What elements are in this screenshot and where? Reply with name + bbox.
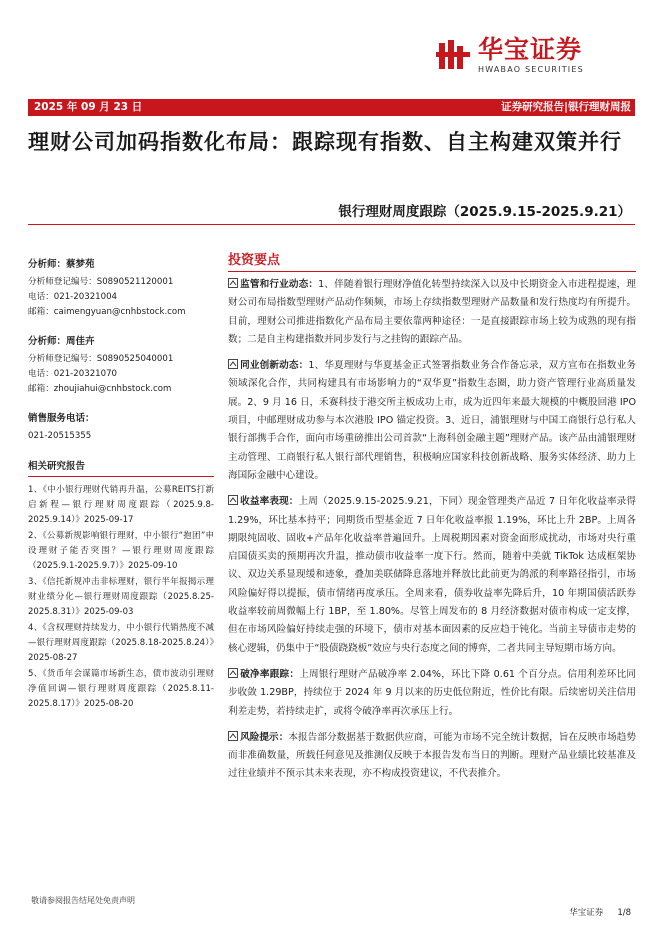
report-date: 2025 年 09 月 23 日 — [34, 101, 143, 113]
related-report-item[interactable]: 2、《公募新规影响银行理财，中小银行“抱团”申设理财子能否突围？—银行理财周度跟踪（2025.9.1-2025.9.7）》2025-09-10 — [28, 531, 214, 571]
sales-block — [28, 411, 214, 444]
section-heading: 监管和行业动态： — [240, 279, 319, 290]
section-innovation — [228, 357, 636, 485]
section-body: 本报告部分数据基于数据供应商，可能为市场不完全统计数据，旨在反映市场趋势而非准确数量，所载任何意见及推测仅反映于本报告发布当日的判断。理财产品业绩比较基准及过往业绩并不预示其未来表现，亦不构成投资建议，不代表推介。 — [228, 731, 637, 780]
analyst-reg: 分析师登记编号：S0890521120001 — [28, 277, 174, 287]
section-body: 1、华夏理财与华夏基金正式签署指数业务合作备忘录，双方宣布在指数业务领域深化合作，共同构建具有市场影响力的“双华夏”指数生态圈，助力资产管理行业高质量发展。2、9 月 16 日，禾赛科技于港交所主板成功上市，成为近四年来最大规模的中概股回港 IPO 项目，中邮理财成功参与本次港股 IPO 锚定投资。3、近日，浦银理财与中国工商银行总行私人银行部携手合作，面向市场重磅推出公司首款“上海科创金融主题”理财产品。该产品由浦银理财主动管理、工商银行私人银行部代理销售，积极响应国家科技创新战略、服务实体经济、助力上海国际金融中心建设。 — [228, 360, 636, 481]
section-heading: 风险提示： — [240, 731, 289, 743]
related-research-title: 相关研究报告 — [28, 459, 214, 477]
logo-english-name: HWABAO SECURITIES — [478, 65, 584, 74]
analyst-name: 分析师：周佳卉 — [28, 336, 95, 347]
related-report-item[interactable]: 3、《信托新规冲击非标理财，银行半年报揭示理财业绩分化—银行理财周度跟踪（2025.8.25-2025.8.31）》2025-09-03 — [28, 577, 214, 617]
page-number: 1/8 — [617, 908, 631, 918]
bullet-icon — [228, 668, 238, 678]
related-research-list — [28, 483, 214, 712]
analyst-name: 分析师：蔡梦苑 — [28, 259, 95, 270]
bullet-icon — [228, 495, 238, 505]
related-report-item[interactable]: 4、《含权理财持续发力，中小银行代销热度不减—银行理财周度跟踪（2025.8.18-2025.8.24）》2025-08-27 — [28, 623, 214, 663]
section-risk — [228, 729, 636, 784]
section-breakeven — [228, 666, 636, 721]
report-subtitle: 银行理财周度跟踪（2025.9.15-2025.9.21） — [338, 204, 631, 220]
section-heading: 收益率表现： — [240, 496, 299, 508]
analyst-email[interactable]: 邮箱：zhoujiahui@cnhbstock.com — [28, 384, 172, 394]
investment-summary — [228, 249, 636, 784]
footer-brand: 华宝证券 — [569, 908, 604, 918]
section-regulation — [228, 276, 636, 349]
section-body: 上周（2025.9.15-2025.9.21，下同）现金管理类产品近 7 日年化收益率录得 1.29%，环比基本持平；同期货币型基金近 7 日年化收益率报 1.19%，环比上升 2BP。上周各期限纯固收、固收+产品年化收益率普遍回升。上周税期因素对资金面形成扰动，市场对央行重启国债买卖的预期再次升温，推动债市收益率一度下行。然而，随着中美就 TikTok 达成框架协议、双边关系显现缓和迹象，叠加美联储降息落地并释放比此前更为鸽派的利率路径指引，市场风险偏好得以提振，债市情绪再度承压。全周来看，债券收益率先降后升，10 年期国债活跃券收益率较前周微幅上行 1BP，至 1.80%。尽管上周发布的 8 月经济数据对债市构成一定支撑，但在市场风险偏好持续走强的环境下，债市对基本面因素的反应趋于钝化。当前主导债市走势的核心逻辑，仍集中于“股债跷跷板”效应与央行态度之间的博弈，二者共同主导短期市场方向。 — [228, 496, 636, 654]
section-heading: 同业创新动态： — [240, 360, 309, 372]
bullet-icon — [228, 359, 238, 369]
section-body: 1、伴随着银行理财净值化转型持续深入以及中长期资金入市进程提速，理财公司布局指数型理财产品动作频频，市场上存续指数型理财产品数量和发行热度均有所提升。目前，理财公司推进指数化产品布局主要依靠两种途径：一是直接跟踪市场上较为成熟的现有指数；二是自主构建指数并同步发行与之挂钩的跟踪产品。 — [228, 279, 637, 345]
analyst-reg: 分析师登记编号：S0890525040001 — [28, 354, 174, 364]
left-sidebar — [28, 257, 214, 713]
company-logo — [436, 36, 584, 74]
sales-label: 销售服务电话： — [28, 413, 95, 424]
report-title: 理财公司加码指数化布局：跟踪现有指数、自主构建双策并行 — [28, 129, 622, 154]
analyst-tel: 电话：021-20321070 — [28, 369, 118, 379]
section-heading: 破净率跟踪： — [240, 668, 300, 680]
analyst-block-2 — [28, 334, 214, 397]
investment-title: 投资要点 — [228, 249, 636, 272]
bullet-icon — [228, 731, 238, 741]
bullet-icon — [228, 278, 238, 288]
hwabao-logo-icon — [436, 38, 470, 72]
analyst-email[interactable]: 邮箱：caimengyuan@cnhbstock.com — [28, 307, 186, 317]
subtitle-divider — [28, 224, 635, 225]
analyst-block-1 — [28, 257, 214, 320]
sales-phone: 021-20515355 — [28, 431, 92, 441]
footer-disclaimer: 敬请参阅报告结尾处免责声明 — [31, 896, 135, 905]
logo-chinese-name: 华宝证券 — [478, 35, 583, 64]
analyst-tel: 电话：021-20321004 — [28, 292, 118, 302]
section-yield — [228, 493, 636, 658]
related-report-item[interactable]: 1、《中小银行理财代销再升温，公募REITS打新启新程—银行理财周度跟踪（2025.9.8-2025.9.14）》2025-09-17 — [28, 485, 214, 525]
footer-info — [555, 906, 631, 918]
related-report-item[interactable]: 5、《货币年会谋篇市场新生态，债市波动引理财净值回调—银行理财周度跟踪（2025.8.11-2025.8.17）》2025-08-20 — [28, 669, 214, 709]
section-body: 上周银行理财产品破净率 2.04%，环比下降 0.61 个百分点。信用利差环比同步收敛 1.29BP，持续位于 2024 年 9 月以来的历史低位附近，性价比有限。后续密切关注信用利差走势，若持续走扩，或将令破净率再次承压上行。 — [228, 668, 636, 717]
report-type: 证券研究报告|银行理财周报 — [501, 101, 631, 113]
